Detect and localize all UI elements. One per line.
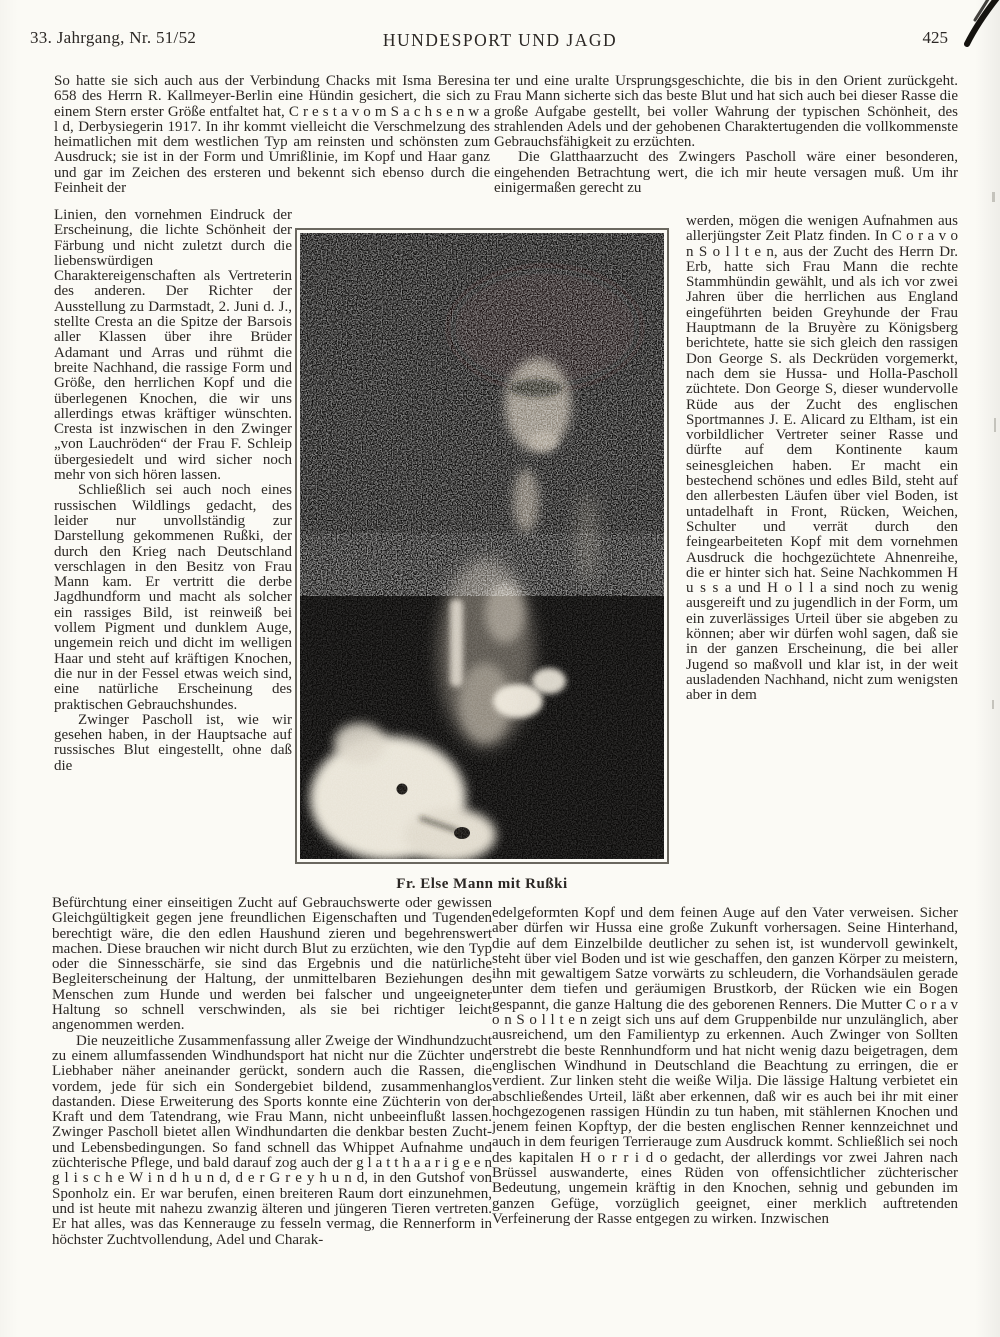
pen-mark-artifact xyxy=(940,0,1000,60)
paragraph: Schließlich sei auch noch eines russischen Wildlings gedacht, des leider nur unvollständig zur Darstellung gekommenen Rußki, der durch den Krieg nach Deutschland verschlagen in den Besitz von Frau Mann kam. Er vertritt die derbe Jagdhundform und macht als solcher ein rassiges Bild, ist reinweiß bei vollem Pigment und dunklem Auge, ungemein reich und dicht im welligen Haar und steht auf kräftigen Knochen, die nur in der Fessel etwas weich sind, eine natürliche Erscheinung des praktischen Gebrauchshundes. xyxy=(54,482,292,713)
left-column-narrow-text xyxy=(54,208,292,896)
paragraph: Die neuzeitliche Zusammenfassung aller Zweige der Windhundzucht zu einem allumfassenden Windhundsport hat nicht nur die Züchter und Liebhaber näher aneinander gerückt, sondern auch die Rassen, die vordem, jede für sich ein Sondergebiet bildend, zusammenhanglos dastanden. Diese Erweiterung des Sports konnte eine Züchterin von der Kraft und dem Tatendrang, wie Frau Mann, nicht unbeeinflußt lassen. Zwinger Pascholl bietet allen Windhundarten die denkbar besten Zucht- und Lebensbedingungen. So fand schnell das Whippet Aufnahme und züchterische Pflege, und bald darauf zog auch der g l a t t h a a r i g e e n g l i s c h e W i n d h u n d, d e r G r e y h u n d, in den Gutshof von Sponholz ein. Er war berufen, einen breiteren Raum dort einzunehmen, und ist heute mit nahezu zwanzig älteren und jüngeren Tieren vertreten. Er hat alles, was das Kennerauge zu fesseln vermag, die Rennerform in höchster Zuchtvollendung, Adel und Charak- xyxy=(52,1032,492,1248)
scan-speck xyxy=(994,418,996,432)
right-column-top-text xyxy=(494,74,958,214)
paragraph: Die Glatthaarzucht des Zwingers Pascholl wäre einer besonderen, eingehenden Betrachtung wert, die ich mir heute versagen muß. Um ihr einigermaßen gerecht zu xyxy=(494,149,958,197)
scan-speck xyxy=(992,700,994,709)
right-column-narrow-text xyxy=(686,214,958,906)
scan-speck xyxy=(992,192,995,202)
paragraph: So hatte sie sich auch aus der Verbindung Chacks mit Isma Beresina 658 des Herrn R. Kallmeyer-Berlin eine Hündin gesichert, die sich zu einem Stern erster Größe entfaltet hat, C r e s t a v o m S a c h s e n w a l d, Derbysiegerin 1917. In ihr kommt vielleicht die Verschmelzung des heimatlichen mit dem westlichen Typ am reinsten und schönsten zum Ausdruck; sie ist in der Form und Umrißlinie, im Kopf und Haar ganz und gar im Zeichen des ersteren und bekennt sich ebenso durch die Feinheit der xyxy=(54,74,490,197)
paragraph: ter und eine uralte Ursprungsgeschichte, die bis in den Orient zurückgeht. Frau Mann sicherte sich das beste Blut und hat sich auch bei dieser Rasse die große Aufgabe gestellt, bei voller Wahrung der typischen Schönheit, des strahlenden Adels und der gehobenen Charaktertugenden die vollkommenste Gebrauchsfähigkeit zu erzüchten. xyxy=(494,74,958,151)
left-column-top-text xyxy=(54,74,490,208)
page-number: 425 xyxy=(922,28,948,47)
paragraph: edelgeformten Kopf und dem feinen Auge auf den Vater verweisen. Sicher aber dürfen wir Hussa eine große Zukunft vorhersagen. Seine Hinterhand, die auf dem Einzelbilde deutlicher zu sehen ist, ist wundervoll gewinkelt, steht über viel Boden und ist wie geschaffen, den ganzen Körper zu meistern, ihn mit gewaltigem Satze vorwärts zu schleudern, die Vorhandsäulen gerade unter dem tiefen und geräumigen Brustkorb, der Rücken wie ein Bogen gespannt, die ganze Haltung die des geborenen Renners. Die Mutter C o r a v o n S o l l t e n zeigt sich uns auf dem Gruppenbilde nur unzulänglich, aber ausreichend, um den Familientyp zu erkennen. Auch Zwinger von Sollten erstrebt die beste Rennhundform und hat nicht wenig dazu beigetragen, dem englischen Windhund in Deutschland die Beachtung zu erringen, die er verdient. Zur linken steht die weiße Wilja. Die lässige Haltung verbietet ein abschließendes Urteil, läßt aber erkennen, daß wir es auch bei ihr mit einer hochgezogenen rassigen Hündin zu tun haben, mit stählernen Knochen und jenem feinen Kopftyp, der die besten englischen Renner kennzeichnet und auch in dem feurigen Terrierauge zum Ausdruck kommt. Schließlich sei noch des kapitalen H o r r i d o gedacht, der allerdings vor zwei Jahren nach Brüssel auswanderte, eines Rüden von offensichtlicher züchterischer Bedeutung, ungemein kräftig in den Knochen, sehnig und gebunden im ganzen Gefüge, vorzüglich geeignet, einer merklich auftretenden Verfeinerung der Rasse entgegen zu wirken. Inzwischen xyxy=(492,906,958,1227)
paragraph: Zwinger Pascholl ist, wie wir gesehen haben, in der Hauptsache auf russisches Blut eingestellt, ohne daß die xyxy=(54,711,292,774)
photo-caption: Fr. Else Mann mit Rußki xyxy=(396,876,568,892)
page-title: HUNDESPORT UND JAGD xyxy=(382,30,618,50)
right-column-bottom-text xyxy=(492,906,958,1336)
paragraph: werden, mögen die wenigen Aufnahmen aus allerjüngster Zeit Platz finden. In C o r a v o n S o l l t e n, aus der Zucht des Herrn Dr. Erb, hatte sich Frau Mann die rechte Stammhündin gewählt, und als ich vor zwei Jahren über die herrlichen aus England eingeführten beiden Greyhunde der Frau Hauptmann de la Bruyère zu Königsberg berichtete, hatte sie sich gleich den rassigen Don George S. als Deckrüden vorgemerkt, nach dem sie Hussa- und Holla-Pascholl züchtete. Don George S, dieser wundervolle Rüde aus der Zucht des englischen Sportmannes J. E. Alicard zu Eltham, ist ein vorbildlicher Vertreter seiner Rasse und dürfte auf dem Kontinente kaum seinesgleichen haben. Er macht ein bestechend schönes und edles Bild, steht auf den allerbesten Läufen über viel Boden, ist untadelhaft in Front, Rücken, Weichen, Schulter und verrät durch den feingearbeiteten Kopf mit dem vornehmen Ausdruck die hochgezüchtete Ahnenreihe, die er hinter sich hat. Seine Nachkommen H u s s a und H o l l a sind noch zu wenig ausgereift und zu jugendlich in der Form, um ein zuverlässiges Urteil über sie abgeben zu können; aber wir dürfen wohl sagen, daß sie in der ganzen Erscheinung, die bei aller Jugend so maßvoll und klar ist, in der weit ausladenden Nachhand, nicht zum wenigsten aber in dem xyxy=(686,214,958,704)
left-column-bottom-text xyxy=(52,896,492,1334)
photo-else-mann-with-russki xyxy=(295,228,669,864)
photo-image xyxy=(300,233,664,859)
paragraph: Linien, den vornehmen Eindruck der Erscheinung, die lichte Schönheit der Färbung und nicht zuletzt durch die liebenswürdigen Charaktereigenschaften als Vertreterin des anderen. Der Richter der Ausstellung zu Darmstadt, 2. Juni d. J., stellte Cresta an die Spitze der Barsois aller Klassen über ihre Brüder Adamant und Arras und rühmt die breite Nachhand, die rassige Form und Größe, den herrlichen Kopf und die überlegenen Knochen, die wir uns allerdings etwas kräftiger wünschten. Cresta ist inzwischen in den Zwinger „von Lauchröden“ der Frau F. Schleip übergesiedelt und wird sicher noch mehr von sich hören lassen. xyxy=(54,208,292,484)
issue-label: 33. Jahrgang, Nr. 51/52 xyxy=(30,28,197,47)
paragraph: Befürchtung einer einseitigen Zucht auf Gebrauchswerte oder gewissen Gleichgültigkeit gegen jene freundlichen Eigenschaften und Tugenden berechtigt wäre, die den edlen Haushund zieren und begehrenswert machen. Diese brauchen wir nicht durch Blut zu erzüchten, wie den Typ oder die Sinnesschärfe, sie sind das Ergebnis und die natürliche Begleiterscheinung der Haltung, der unmittelbaren Beziehungen des Menschen zum Hunde und werden bei falscher und ungeeigneter Haltung so schnell verschwinden, als sie bei richtiger leicht angenommen werden. xyxy=(52,896,492,1034)
